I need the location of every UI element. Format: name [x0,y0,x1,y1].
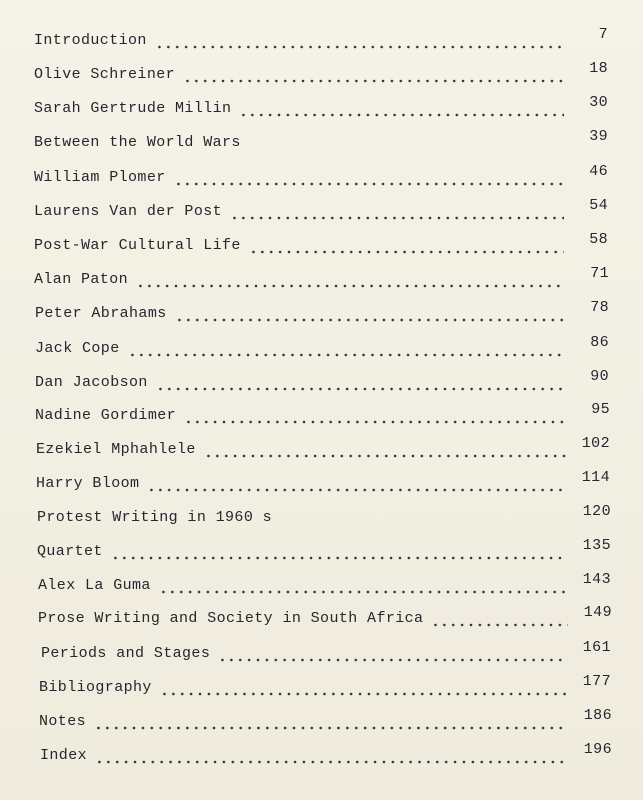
toc-entry-page: 135 [582,537,611,554]
toc-entry-title: Post-War Cultural Life [34,237,241,254]
toc-entry-title: Index [40,747,88,764]
toc-entry-page: 102 [581,435,610,452]
toc-entry-title: Olive Schreiner [34,66,176,83]
toc-entry [34,265,609,295]
toc-entry-page: 18 [589,60,608,77]
toc-entry [38,604,612,634]
toc-entry-page: 90 [590,368,609,385]
toc-entry-title: Alan Paton [34,271,129,288]
dot-leader [239,113,564,117]
toc-entry-page: 114 [581,469,610,486]
toc-entry [34,197,608,227]
toc-entry [34,128,608,158]
toc-entry [34,26,608,56]
toc-entry-title: Peter Abrahams [35,305,167,322]
dot-leader [184,420,566,424]
toc-entry-title: Laurens Van der Post [34,203,223,220]
toc-entry [34,231,608,261]
dot-leader [175,318,565,322]
toc-entry-title: Notes [39,713,87,730]
toc-entry [35,334,609,364]
toc-entry-page: 71 [590,265,609,282]
toc-entry [40,741,612,771]
dot-leader [218,658,567,662]
toc-entry [37,537,611,567]
toc-entry-page: 86 [590,334,609,351]
dot-leader [111,556,567,560]
dot-leader [136,284,565,288]
toc-entry-title: William Plomer [34,169,166,186]
toc-entry-title: Alex La Guma [38,577,151,594]
toc-entry [41,639,611,669]
toc-entry-title: Between the World Wars [34,134,241,151]
dot-leader [94,726,568,730]
toc-entry [34,94,608,124]
toc-entry [36,469,610,499]
dot-leader [204,454,566,458]
toc-entry-title: Ezekiel Mphahlele [36,441,196,458]
toc-entry-title: Protest Writing in 1960 s [37,509,273,526]
dot-leader [147,488,566,492]
toc-entry-title: Bibliography [39,679,152,696]
dot-leader [155,45,564,49]
toc-entry-page: 161 [582,639,611,656]
toc-entry [35,401,610,431]
toc-entry-page: 196 [583,741,612,758]
toc-entry-title: Nadine Gordimer [35,407,177,424]
toc-entry-title: Quartet [37,543,103,560]
toc-entry-page: 120 [582,503,611,520]
toc-entry-title: Sarah Gertrude Millin [34,100,232,117]
toc-entry-page: 95 [591,401,610,418]
toc-entry-page: 7 [598,26,608,43]
toc-entry-title: Introduction [34,32,147,49]
dot-leader [230,216,564,220]
toc-entry-page: 58 [589,231,608,248]
toc-entry [35,299,609,329]
toc-entry [34,60,608,90]
toc-entry [39,673,611,703]
dot-leader [128,353,565,357]
dot-leader [431,623,568,627]
toc-entry-page: 30 [589,94,608,111]
toc-entry-title: Periods and Stages [41,645,211,662]
toc-entry-page: 39 [589,128,608,145]
toc-entry-page: 46 [589,163,608,180]
toc-entry-page: 143 [582,571,611,588]
toc-entry [35,368,609,398]
dot-leader [95,760,568,764]
toc-entry-page: 54 [589,197,608,214]
toc-entry [37,503,611,533]
toc-entry-page: 186 [583,707,612,724]
dot-leader [249,250,564,254]
dot-leader [156,387,565,391]
toc-entry-title: Harry Bloom [36,475,140,492]
toc-entry [34,163,608,193]
toc-entry-title: Dan Jacobson [35,374,148,391]
toc-entry-page: 78 [590,299,609,316]
dot-leader [160,692,567,696]
toc-entry-title: Jack Cope [35,340,120,357]
dot-leader [159,590,567,594]
dot-leader [174,182,564,186]
dot-leader [183,79,564,83]
toc-entry-page: 149 [583,604,612,621]
toc-entry-title: Prose Writing and Society in South Africa [38,610,424,627]
toc-entry [38,571,611,601]
toc-entry-page: 177 [582,673,611,690]
toc-entry [36,435,610,465]
toc-entry [39,707,612,737]
